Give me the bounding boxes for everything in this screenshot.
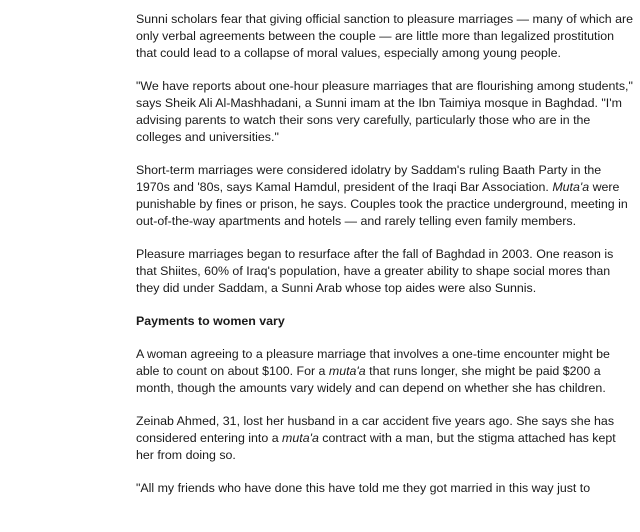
- text-segment: A woman agreeing to a pleasure marriage that involves a one-time encounter might be able to count on about $100. For a: [136, 347, 610, 378]
- italic-term: muta'a: [282, 431, 319, 445]
- paragraph-resurface: Pleasure marriages began to resurface after the fall of Baghdad in 2003. One reason is that Shiites, 60% of Iraq's population, have a greater ability to shape social mores than they did under Saddam, a Sunni Arab whose top aides were also Sunnis.: [136, 247, 614, 295]
- text-segment: Short-term marriages were considered idolatry by Saddam's ruling Baath Party in the 1970s and '80s, says Kamal Hamdul, president of the Iraqi Bar Association.: [136, 163, 602, 194]
- text-segment: contract with a man, but the stigma attached has kept her from doing so.: [136, 431, 616, 462]
- italic-term: muta'a: [328, 364, 366, 378]
- paragraph-sunni-scholars: Sunni scholars fear that giving official sanction to pleasure marriages — many of which are only verbal agreements between the couple — are little more than legalized prostitution that could lead to a collapse of moral values, especially among young people.: [136, 12, 634, 60]
- paragraph-zeinab-ahmed: [136, 413, 636, 464]
- paragraph-baath-party: [136, 162, 636, 230]
- text-segment: Zeinab Ahmed, 31, lost her husband in a car accident five years ago. She says she has considered entering into a: [136, 414, 615, 445]
- paragraph-mashhadani-quote: "We have reports about one-hour pleasure marriages that are flourishing among students," says Sheik Ali Al-Mashhadani, a Sunni imam at the Ibn Taimiya mosque in Baghdad. "I'm advising parents to watch their sons very carefully, particularly those who are in the colleges and universities.": [136, 79, 633, 144]
- paragraph-friends-quote: "All my friends who have done this have told me they got married in this way just to: [136, 481, 591, 495]
- paragraph-payments: [136, 346, 636, 397]
- section-heading: Payments to women vary: [136, 314, 285, 328]
- text-segment: that runs longer, she might be paid $200 a month, though the amounts vary widely and can depend on whether she has children.: [136, 364, 606, 395]
- article-body: [136, 11, 636, 513]
- italic-term: Muta'a: [552, 180, 590, 194]
- text-segment: were punishable by fines or prison, he says. Couples took the practice underground, meeting in out-of-the-way apartments and hotels — and rarely telling even family members.: [136, 180, 628, 228]
